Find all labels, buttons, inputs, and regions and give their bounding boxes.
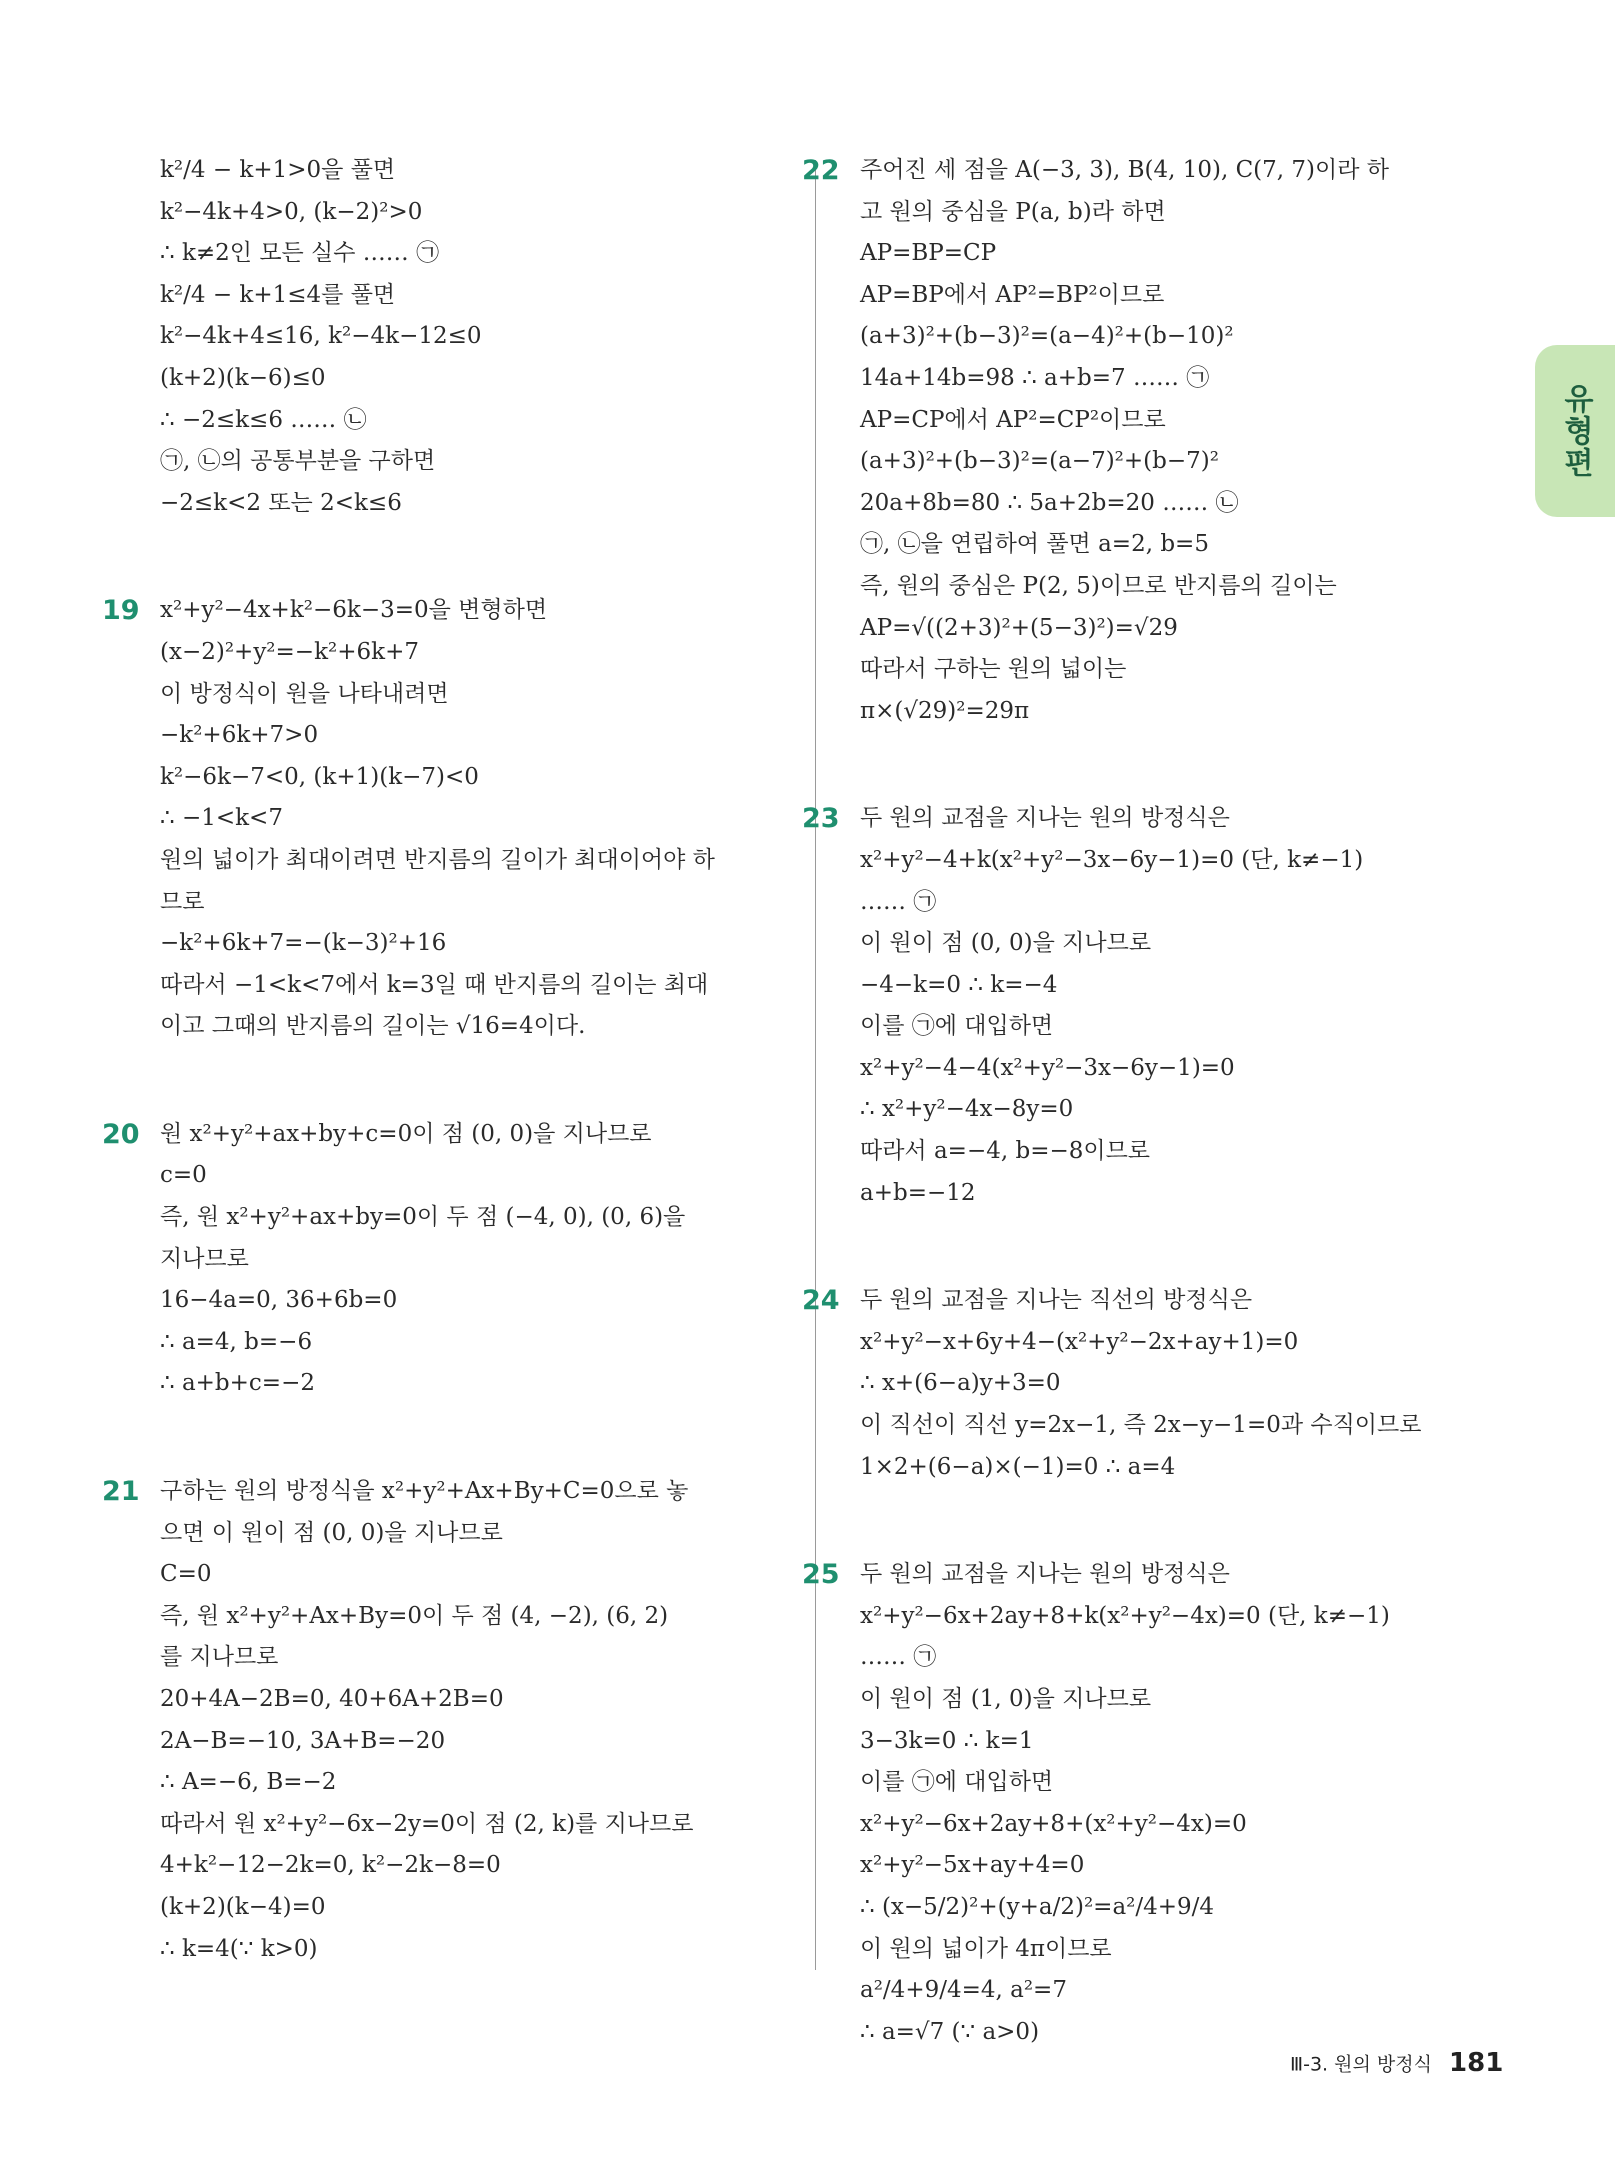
solution-line: 를 지나므로 xyxy=(160,1644,279,1671)
solution-line: k²/4 − k+1≤4를 풀면 xyxy=(160,281,396,308)
solution-line: 즉, 원 x²+y²+ax+by=0이 두 점 (−4, 0), (0, 6)을 xyxy=(160,1204,686,1231)
solution-line: 따라서 구하는 원의 넓이는 xyxy=(860,656,1127,683)
solution-line: k²−6k−7<0, (k+1)(k−7)<0 xyxy=(160,763,479,790)
solution-line: ∴ −2≤k≤6 …… ㉡ xyxy=(160,406,367,433)
solution-line: ∴ x²+y²−4x−8y=0 xyxy=(860,1096,1074,1123)
solution-line: 14a+14b=98 ∴ a+b=7 …… ㉠ xyxy=(860,364,1210,391)
problem-number: 19 xyxy=(102,595,140,627)
problem-number: 25 xyxy=(802,1559,840,1591)
footer-chapter: Ⅲ-3. 원의 방정식 xyxy=(1290,2053,1432,2076)
solution-line: 원 x²+y²+ax+by+c=0이 점 (0, 0)을 지나므로 xyxy=(160,1120,652,1147)
solution-line: k²−4k+4≤16, k²−4k−12≤0 xyxy=(160,323,482,350)
solution-line: a+b=−12 xyxy=(860,1179,976,1206)
problem-number: 22 xyxy=(802,155,840,186)
solution-line: 1×2+(6−a)×(−1)=0 ∴ a=4 xyxy=(860,1453,1176,1480)
solution-line: 2A−B=−10, 3A+B=−20 xyxy=(160,1727,446,1754)
solution-line: 4+k²−12−2k=0, k²−2k−8=0 xyxy=(160,1852,501,1879)
problem-block xyxy=(102,1471,800,1970)
solution-line: ㉠, ㉡의 공통부분을 구하면 xyxy=(160,448,436,475)
right-column xyxy=(802,150,1480,2119)
solution-line: 따라서 −1<k<7에서 k=3일 때 반지름의 길이는 최대 xyxy=(160,971,709,998)
solution-line: ㉠, ㉡을 연립하여 풀면 a=2, b=5 xyxy=(860,531,1209,558)
solution-line: 20a+8b=80 ∴ 5a+2b=20 …… ㉡ xyxy=(860,489,1239,516)
solution-line: −4−k=0 ∴ k=−4 xyxy=(860,971,1058,998)
problem-block xyxy=(102,1114,800,1405)
solution-line: 두 원의 교점을 지나는 원의 방정식은 xyxy=(860,805,1230,832)
solution-line: 주어진 세 점을 A(−3, 3), B(4, 10), C(7, 7)이라 하 xyxy=(860,157,1389,183)
problem-block xyxy=(160,150,800,524)
problem-block xyxy=(802,1554,1480,2053)
problem-block xyxy=(102,590,800,1048)
solution-line: ∴ (x−5/2)²+(y+a/2)²=a²/4+9/4 xyxy=(860,1893,1215,1920)
solution-line: 두 원의 교점을 지나는 직선의 방정식은 xyxy=(860,1287,1253,1314)
solution-line: 이 원이 점 (1, 0)을 지나므로 xyxy=(860,1686,1152,1712)
solution-line: 두 원의 교점을 지나는 원의 방정식은 xyxy=(860,1561,1230,1588)
solution-line: 따라서 a=−4, b=−8이므로 xyxy=(860,1138,1151,1165)
solution-line: 구하는 원의 방정식을 x²+y²+Ax+By+C=0으로 놓 xyxy=(160,1478,689,1505)
solution-line: −k²+6k+7>0 xyxy=(160,722,319,749)
problem-number: 20 xyxy=(102,1118,140,1150)
solution-line: (k+2)(k−6)≤0 xyxy=(160,364,326,391)
page-footer xyxy=(1290,2048,1503,2078)
problem-number: 23 xyxy=(802,803,840,835)
problem-number: 24 xyxy=(802,1285,840,1317)
solution-line: ∴ a+b+c=−2 xyxy=(160,1370,315,1397)
solution-line: (x−2)²+y²=−k²+6k+7 xyxy=(160,638,419,665)
left-column xyxy=(102,150,800,2036)
solution-line: k²/4 − k+1>0을 풀면 xyxy=(160,157,396,183)
solution-line: ∴ a=√7 (∵ a>0) xyxy=(860,2018,1040,2045)
solution-line: 따라서 원 x²+y²−6x−2y=0이 점 (2, k)를 지나므로 xyxy=(160,1810,694,1837)
solution-line: x²+y²−5x+ay+4=0 xyxy=(860,1852,1085,1879)
solution-line: 20+4A−2B=0, 40+6A+2B=0 xyxy=(160,1686,504,1712)
solution-line: ∴ A=−6, B=−2 xyxy=(160,1769,337,1796)
solution-line: 이 직선이 직선 y=2x−1, 즉 2x−y−1=0과 수직이므로 xyxy=(860,1412,1422,1439)
section-side-tab xyxy=(1535,345,1615,517)
solution-line: 므로 xyxy=(160,888,205,915)
solution-line: x²+y²−4−4(x²+y²−3x−6y−1)=0 xyxy=(860,1054,1235,1081)
solution-line: 즉, 원 x²+y²+Ax+By=0이 두 점 (4, −2), (6, 2) xyxy=(160,1602,669,1629)
solution-line: AP=√((2+3)²+(5−3)²)=√29 xyxy=(860,614,1178,641)
solution-line: 이를 ㉠에 대입하면 xyxy=(860,1013,1054,1040)
solution-line: ∴ k≠2인 모든 실수 …… ㉠ xyxy=(160,240,440,267)
solution-line: (a+3)²+(b−3)²=(a−7)²+(b−7)² xyxy=(860,448,1219,475)
solution-line: C=0 xyxy=(160,1561,212,1588)
solution-line: 원의 넓이가 최대이려면 반지름의 길이가 최대이어야 하 xyxy=(160,846,715,873)
solution-line: 이 원이 점 (0, 0)을 지나므로 xyxy=(860,930,1152,957)
solution-line: …… ㉠ xyxy=(860,888,937,915)
solution-line: x²+y²−6x+2ay+8+(x²+y²−4x)=0 xyxy=(860,1810,1247,1837)
column-divider xyxy=(815,160,816,1970)
problem-block xyxy=(802,1280,1480,1488)
page-number: 181 xyxy=(1449,2048,1504,2078)
solution-line: k²−4k+4>0, (k−2)²>0 xyxy=(160,198,423,225)
solution-line: π×(√29)²=29π xyxy=(860,697,1030,724)
solution-line: (a+3)²+(b−3)²=(a−4)²+(b−10)² xyxy=(860,323,1234,350)
solution-line: x²+y²−4+k(x²+y²−3x−6y−1)=0 (단, k≠−1) xyxy=(860,846,1364,873)
problem-block xyxy=(802,150,1480,732)
solution-line: ∴ k=4(∵ k>0) xyxy=(160,1935,318,1962)
solution-line: ∴ −1<k<7 xyxy=(160,805,283,832)
solution-line: 이고 그때의 반지름의 길이는 √16=4이다. xyxy=(160,1013,586,1040)
solution-line: 이 원의 넓이가 4π이므로 xyxy=(860,1935,1112,1962)
solution-line: 즉, 원의 중심은 P(2, 5)이므로 반지름의 길이는 xyxy=(860,572,1337,599)
solution-line: …… ㉠ xyxy=(860,1644,937,1671)
problem-number: 21 xyxy=(102,1476,140,1508)
solution-line: (k+2)(k−4)=0 xyxy=(160,1893,326,1920)
solution-line: x²+y²−6x+2ay+8+k(x²+y²−4x)=0 (단, k≠−1) xyxy=(860,1602,1390,1629)
solution-line: 고 원의 중심을 P(a, b)라 하면 xyxy=(860,198,1166,225)
solution-line: AP=CP에서 AP²=CP²이므로 xyxy=(860,406,1166,433)
solution-line: 3−3k=0 ∴ k=1 xyxy=(860,1727,1034,1754)
solution-line: 지나므로 xyxy=(160,1245,249,1272)
side-tab-label: 유형편 xyxy=(1558,383,1593,479)
solution-line: a²/4+9/4=4, a²=7 xyxy=(860,1977,1067,2004)
solution-line: c=0 xyxy=(160,1162,207,1189)
solution-line: 으면 이 원이 점 (0, 0)을 지나므로 xyxy=(160,1519,503,1546)
solution-line: x²+y²−4x+k²−6k−3=0을 변형하면 xyxy=(160,597,548,624)
problem-block xyxy=(802,798,1480,1214)
solution-line: x²+y²−x+6y+4−(x²+y²−2x+ay+1)=0 xyxy=(860,1328,1299,1355)
solution-line: ∴ x+(6−a)y+3=0 xyxy=(860,1370,1061,1397)
solution-line: AP=BP에서 AP²=BP²이므로 xyxy=(860,281,1165,308)
solution-line: ∴ a=4, b=−6 xyxy=(160,1328,313,1355)
solution-line: 이를 ㉠에 대입하면 xyxy=(860,1769,1054,1796)
solution-line: −2≤k<2 또는 2<k≤6 xyxy=(160,489,402,516)
solution-line: AP=BP=CP xyxy=(860,240,997,267)
solution-line: −k²+6k+7=−(k−3)²+16 xyxy=(160,930,447,957)
solution-line: 16−4a=0, 36+6b=0 xyxy=(160,1287,398,1314)
solution-line: 이 방정식이 원을 나타내려면 xyxy=(160,680,449,707)
